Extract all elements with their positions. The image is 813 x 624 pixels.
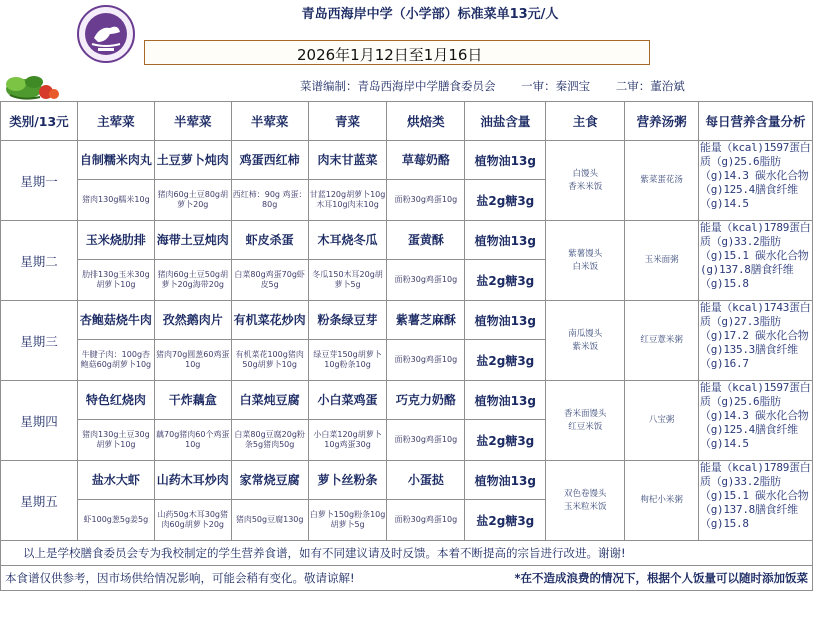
dish-name: 肉末甘蓝菜 <box>308 141 387 180</box>
col-header-half-meat: 半荤菜 <box>154 102 231 141</box>
col-header-nutrition: 每日营养含量分析 <box>699 102 813 141</box>
dish-ingredients: 面粉30g鸡蛋10g <box>387 180 465 221</box>
dish-ingredients: 山药50g木耳30g猪肉60g胡萝卜20g <box>154 500 231 541</box>
footer-row-1 <box>1 541 813 566</box>
col-header-soup: 营养汤粥 <box>625 102 699 141</box>
dish-name: 有机菜花炒肉 <box>231 301 308 340</box>
dish-ingredients: 面粉30g鸡蛋10g <box>387 260 465 301</box>
salt-sugar-amount: 盐2g糖3g <box>465 420 546 461</box>
nutrition-analysis: 能量（kcal)1597蛋白质（g)25.6脂肪（g)14.3 碳水化合物（g)125.4膳食纤维（g)14.5 <box>699 141 813 221</box>
dish-name: 特色红烧肉 <box>77 381 154 420</box>
soup-name: 玉米面粥 <box>625 221 699 301</box>
day-row-dishes <box>1 141 813 180</box>
dish-name: 粉条绿豆芽 <box>308 301 387 340</box>
soup-name: 八宝粥 <box>625 381 699 461</box>
col-header-category: 类别/13元 <box>1 102 78 141</box>
dish-name: 草莓奶酪 <box>387 141 465 180</box>
dish-ingredients: 白菜80g鸡蛋70g虾皮5g <box>231 260 308 301</box>
col-header-staple: 主食 <box>546 102 625 141</box>
footer-note-extra-food: *在不造成浪费的情况下，根据个人饭量可以随时添加饭菜 <box>514 571 808 585</box>
dish-ingredients: 藕70g猪肉60个鸡蛋10g <box>154 420 231 461</box>
date-range-box <box>144 40 650 65</box>
staple-food: 白馒头 香米米饭 <box>546 141 625 221</box>
col-header-main-meat: 主荤菜 <box>77 102 154 141</box>
dish-name: 自制糯米肉丸 <box>77 141 154 180</box>
dish-name: 山药木耳炒肉 <box>154 461 231 500</box>
staple-food: 紫薯馒头 白米饭 <box>546 221 625 301</box>
dish-ingredients: 甘蓝120g胡萝卜10g木耳10g肉末10g <box>308 180 387 221</box>
nutrition-analysis: 能量（kcal)1743蛋白质（g)27.3脂肪（g)17.2 碳水化合物（g)135.3膳食纤维（g)16.7 <box>699 301 813 381</box>
dish-name: 小蛋挞 <box>387 461 465 500</box>
soup-name: 红豆薏米粥 <box>625 301 699 381</box>
dish-ingredients: 白菜80g豆腐20g粉条5g猪肉50g <box>231 420 308 461</box>
menu-table <box>0 101 813 591</box>
dish-name: 孜然鹅肉片 <box>154 301 231 340</box>
dish-name: 巧克力奶酪 <box>387 381 465 420</box>
salt-sugar-amount: 盐2g糖3g <box>465 180 546 221</box>
dish-ingredients: 面粉30g鸡蛋10g <box>387 500 465 541</box>
footer-note-reference: 本食谱仅供参考，因市场供给情况影响，可能会稍有变化。敬请谅解! <box>5 571 355 585</box>
dish-ingredients: 西红柿：90g 鸡蛋：80g <box>231 180 308 221</box>
soup-name: 紫菜蛋花汤 <box>625 141 699 221</box>
dish-ingredients: 有机菜花100g猪肉50g胡萝卜10g <box>231 340 308 381</box>
dish-ingredients: 冬瓜150木耳20g胡萝卜5g <box>308 260 387 301</box>
dish-name: 紫薯芝麻酥 <box>387 301 465 340</box>
dish-name: 萝卜丝粉条 <box>308 461 387 500</box>
dish-ingredients: 肋排130g玉米30g胡萝卜10g <box>77 260 154 301</box>
day-row-dishes <box>1 221 813 260</box>
school-logo <box>76 4 136 64</box>
col-header-half-meat-2: 半荤菜 <box>231 102 308 141</box>
day-row-dishes <box>1 301 813 340</box>
salt-sugar-amount: 盐2g糖3g <box>465 340 546 381</box>
dish-ingredients: 小白菜120g胡萝卜10g鸡蛋30g <box>308 420 387 461</box>
review-first: 一审：秦泗宝 <box>521 79 591 93</box>
salt-sugar-amount: 盐2g糖3g <box>465 500 546 541</box>
header-row <box>1 102 813 141</box>
dish-ingredients: 猪肉130g土豆30g 胡萝卜10g <box>77 420 154 461</box>
dish-name: 家常烧豆腐 <box>231 461 308 500</box>
dish-name: 盐水大虾 <box>77 461 154 500</box>
dish-name: 海带土豆炖肉 <box>154 221 231 260</box>
salt-sugar-amount: 盐2g糖3g <box>465 260 546 301</box>
soup-name: 枸杞小米粥 <box>625 461 699 541</box>
nutrition-analysis: 能量（kcal)1789蛋白质（g)33.2脂肪（g)15.1 碳水化合物（g)137.8膳食纤维（g)15.8 <box>699 461 813 541</box>
day-label: 星期二 <box>1 221 78 301</box>
dish-name: 玉米烧肋排 <box>77 221 154 260</box>
col-header-greens: 青菜 <box>308 102 387 141</box>
oil-amount: 植物油13g <box>465 381 546 420</box>
day-label: 星期四 <box>1 381 78 461</box>
dish-ingredients: 猪肉60g土豆80g胡萝卜20g <box>154 180 231 221</box>
staple-food: 南瓜馒头 紫米饭 <box>546 301 625 381</box>
dish-ingredients: 猪肉50g豆腐130g <box>231 500 308 541</box>
dish-ingredients: 猪肉70g圆葱60鸡蛋10g <box>154 340 231 381</box>
nutrition-analysis: 能量（kcal)1597蛋白质（g)25.6脂肪（g)14.3 碳水化合物（g)125.4膳食纤维（g)14.5 <box>699 381 813 461</box>
nutrition-analysis: 能量（kcal)1789蛋白质（g)33.2脂肪（g)15.1 碳水化合物(g)137.8膳食纤维（g)15.8 <box>699 221 813 301</box>
page-title: 青岛西海岸中学（小学部）标准菜单13元/人 <box>301 7 559 22</box>
dish-name: 白菜炖豆腐 <box>231 381 308 420</box>
oil-amount: 植物油13g <box>465 461 546 500</box>
day-row-dishes <box>1 381 813 420</box>
dish-name: 虾皮杀蛋 <box>231 221 308 260</box>
dish-name: 鸡蛋西红柿 <box>231 141 308 180</box>
dish-ingredients: 面粉30g鸡蛋10g <box>387 340 465 381</box>
footer-note-feedback: 以上是学校膳食委员会专为我校制定的学生营养食谱，如有不同建议请及时反馈。本着不断提高的宗旨进行改进。谢谢! <box>1 541 813 566</box>
dish-ingredients: 猪肉130g糯米10g <box>77 180 154 221</box>
col-header-bakery: 烘焙类 <box>387 102 465 141</box>
dish-ingredients: 牛腱子肉：100g杏鲍菇60g胡萝卜10g <box>77 340 154 381</box>
dish-name: 木耳烧冬瓜 <box>308 221 387 260</box>
staple-food: 双色卷馒头 玉米粒米饭 <box>546 461 625 541</box>
day-label: 星期一 <box>1 141 78 221</box>
day-label: 星期三 <box>1 301 78 381</box>
date-range: 2026年1月12日至1月16日 <box>297 46 483 64</box>
dish-ingredients: 绿豆芽150g胡萝卜10g粉条10g <box>308 340 387 381</box>
col-header-oil-salt: 油盐含量 <box>465 102 546 141</box>
footer-notes-container <box>1 566 813 591</box>
footer-row-2 <box>1 566 813 591</box>
vegetables-image <box>2 67 62 101</box>
dish-ingredients: 白萝卜150g粉条10g胡萝卜5g <box>308 500 387 541</box>
day-row-dishes <box>1 461 813 500</box>
staple-food: 香米面馒头 红豆米饭 <box>546 381 625 461</box>
oil-amount: 植物油13g <box>465 301 546 340</box>
dish-name: 干炸藕盒 <box>154 381 231 420</box>
compiled-by: 菜谱编制：青岛西海岸中学膳食委员会 <box>300 79 496 93</box>
dish-name: 杏鲍菇烧牛肉 <box>77 301 154 340</box>
dish-name: 土豆萝卜炖肉 <box>154 141 231 180</box>
dish-ingredients: 面粉30g鸡蛋10g <box>387 420 465 461</box>
oil-amount: 植物油13g <box>465 141 546 180</box>
dish-name: 蛋黄酥 <box>387 221 465 260</box>
day-label: 星期五 <box>1 461 78 541</box>
dish-name: 小白菜鸡蛋 <box>308 381 387 420</box>
oil-amount: 植物油13g <box>465 221 546 260</box>
dish-ingredients: 猪肉60g土豆50g胡萝卜20g海带20g <box>154 260 231 301</box>
review-second: 二审：董治斌 <box>615 79 685 93</box>
compiled-by-line <box>300 78 685 94</box>
dish-ingredients: 虾100g葱5g姜5g <box>77 500 154 541</box>
